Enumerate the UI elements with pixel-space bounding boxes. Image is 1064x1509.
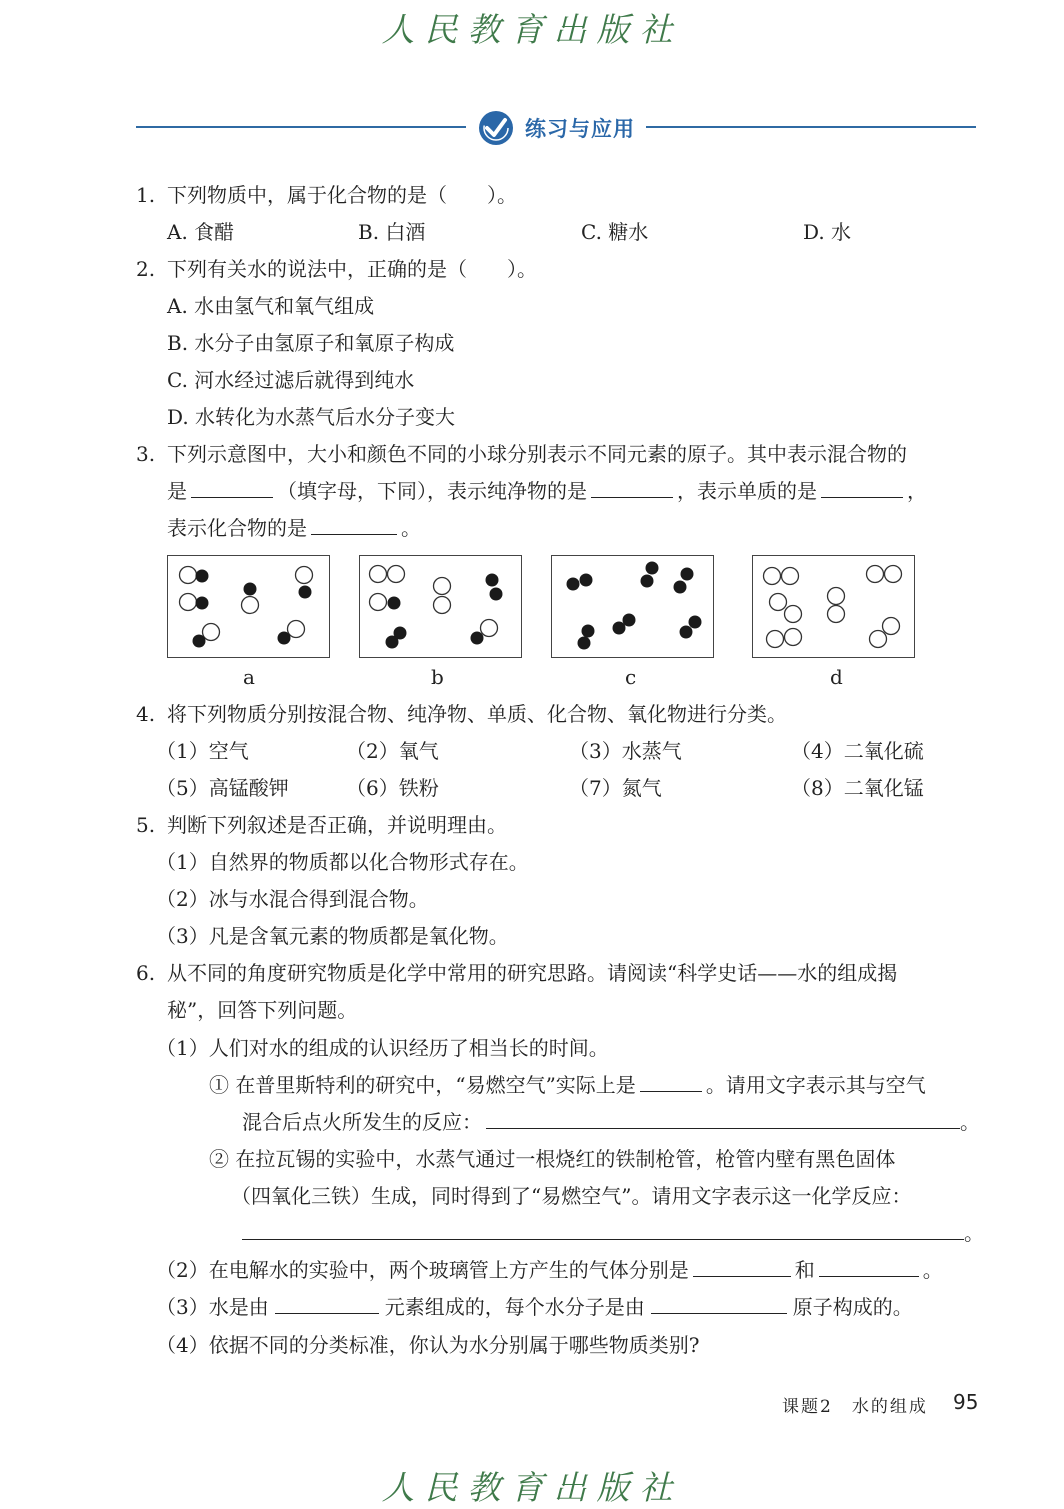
question-3-line3: 表示化合物的是 。 xyxy=(167,510,421,547)
q6-sub2: （2）在电解水的实验中，两个玻璃管上方产生的气体分别是 和 。 xyxy=(156,1252,943,1289)
q6-blank-flammable-air[interactable] xyxy=(640,1067,702,1092)
q1-option-b: B. 白酒 xyxy=(358,220,426,244)
q6-sub1: （1）人们对水的组成的认识经历了相当长的时间。 xyxy=(156,1036,609,1060)
q4-item-3: （3）水蒸气 xyxy=(569,739,682,763)
section-title: 练习与应用 xyxy=(525,117,635,141)
q6-blank-gas-1[interactable] xyxy=(693,1252,791,1277)
q6-blank-reaction-2[interactable] xyxy=(242,1215,964,1240)
q4-item-2: （2）氧气 xyxy=(346,739,439,763)
figure-a xyxy=(167,555,330,658)
q6-sub3: （3）水是由 元素组成的，每个水分子是由 原子构成的。 xyxy=(156,1289,913,1326)
q5-item-2: （2）冰与水混合得到混合物。 xyxy=(156,887,429,911)
q2-option-b: B. 水分子由氢原子和氧原子构成 xyxy=(167,331,455,355)
q6-sub1-c2-line3: 。 xyxy=(242,1215,984,1252)
figure-b xyxy=(359,555,522,658)
q1-option-a: A. 食醋 xyxy=(167,220,235,244)
q1-option-d: D. 水 xyxy=(803,220,852,244)
header-rule-right xyxy=(646,126,976,128)
q2-option-a: A. 水由氢气和氧气组成 xyxy=(167,294,375,318)
q3-blank-mixture[interactable] xyxy=(191,473,273,498)
question-6-line1: 从不同的角度研究物质是化学中常用的研究思路。请阅读“科学史话——水的组成揭 xyxy=(167,961,898,985)
q5-item-3: （3）凡是含氧元素的物质都是氧化物。 xyxy=(156,924,509,948)
chapter-footer: 课题2 水的组成 xyxy=(782,1397,928,1417)
figure-a-label: a xyxy=(243,665,255,689)
q3-blank-element[interactable] xyxy=(821,473,903,498)
question-1-text: 下列物质中，属于化合物的是（ ）。 xyxy=(167,183,517,207)
figure-d-label: d xyxy=(830,665,843,689)
q6-sub1-c1-line1: ① 在普里斯特利的研究中，“易燃空气”实际上是 。请用文字表示其与空气 xyxy=(209,1067,926,1104)
figure-c-label: c xyxy=(625,665,637,689)
q6-sub1-c1-line2: 混合后点火所发生的反应： 。 xyxy=(242,1104,980,1141)
q1-option-c: C. 糖水 xyxy=(581,220,649,244)
q6-sub4: （4）依据不同的分类标准，你认为水分别属于哪些物质类别? xyxy=(156,1333,700,1357)
q6-blank-reaction-1[interactable] xyxy=(486,1104,960,1129)
publisher-logo-top: 人民教育出版社 xyxy=(381,10,683,49)
question-3-line1: 下列示意图中，大小和颜色不同的小球分别表示不同元素的原子。其中表示混合物的 xyxy=(167,442,907,466)
question-5-text: 判断下列叙述是否正确，并说明理由。 xyxy=(167,813,507,837)
q4-item-4: （4）二氧化硫 xyxy=(791,739,924,763)
question-2-text: 下列有关水的说法中，正确的是（ ）。 xyxy=(167,257,537,281)
q4-item-6: （6）铁粉 xyxy=(346,776,439,800)
q5-item-1: （1）自然界的物质都以化合物形式存在。 xyxy=(156,850,529,874)
page-number: 95 xyxy=(953,1390,979,1414)
q3-blank-compound[interactable] xyxy=(311,510,397,535)
question-4-text: 将下列物质分别按混合物、纯净物、单质、化合物、氧化物进行分类。 xyxy=(167,702,787,726)
q4-item-5: （5）高锰酸钾 xyxy=(156,776,289,800)
q6-blank-atoms[interactable] xyxy=(651,1289,787,1314)
q4-item-7: （7）氮气 xyxy=(569,776,662,800)
question-3-line2: 是 （填字母，下同），表示纯净物的是 ，表示单质的是 ， xyxy=(167,473,927,510)
publisher-logo-bottom: 人民教育出版社 xyxy=(381,1468,683,1507)
q6-blank-gas-2[interactable] xyxy=(819,1252,919,1277)
question-6-line2: 秘”，回答下列问题。 xyxy=(167,998,358,1022)
figure-b-label: b xyxy=(431,665,444,689)
q2-option-d: D. 水转化为水蒸气后水分子变大 xyxy=(167,405,456,429)
q6-sub1-c2-line2: （四氧化三铁）生成，同时得到了“易燃空气”。请用文字表示这一化学反应： xyxy=(231,1184,912,1208)
q6-blank-elements[interactable] xyxy=(275,1289,379,1314)
figure-c xyxy=(551,555,714,658)
q3-blank-pure[interactable] xyxy=(591,473,673,498)
q4-item-1: （1）空气 xyxy=(156,739,249,763)
q2-option-c: C. 河水经过滤后就得到纯水 xyxy=(167,368,415,392)
q6-sub1-c2-line1: ② 在拉瓦锡的实验中，水蒸气通过一根烧红的铁制枪管，枪管内壁有黑色固体 xyxy=(209,1147,896,1171)
figure-d xyxy=(752,555,915,658)
practice-icon xyxy=(478,110,514,146)
header-rule-left xyxy=(136,126,466,128)
q4-item-8: （8）二氧化锰 xyxy=(791,776,924,800)
